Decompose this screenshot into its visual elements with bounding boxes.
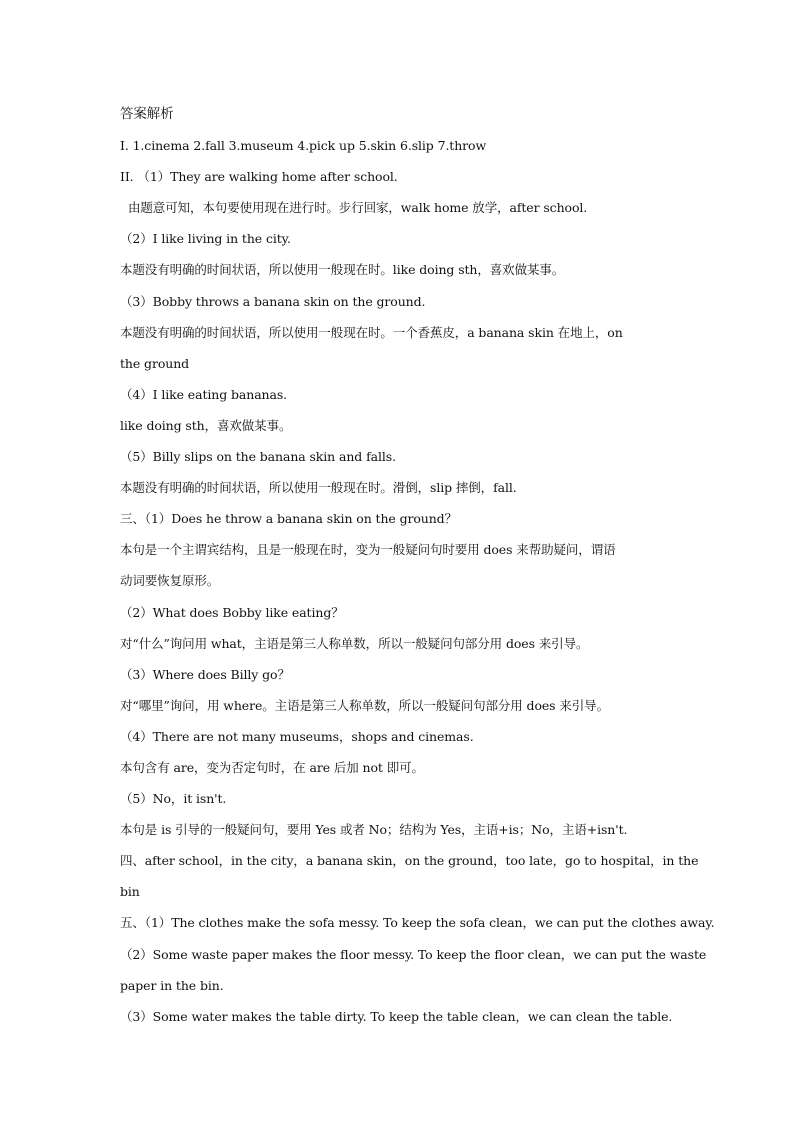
section-3-explanation-4: 本句含有 are，变为否定句时，在 are 后加 not 即可。 — [120, 759, 424, 775]
section-5-answer-3: （3）Some water makes the table dirty. To keep the table clean，we can clean the table. — [120, 1008, 673, 1024]
section-2-explanation-2: 本题没有明确的时间状语，所以使用一般现在时。like doing sth，喜欢做某事。 — [120, 262, 565, 278]
section-2-answer-2: （2）I like living in the city. — [120, 231, 291, 247]
section-3-answer-2: （2）What does Bobby like eating？ — [120, 604, 344, 620]
section-2-answer-4: （4）I like eating bananas. — [120, 386, 288, 402]
section-4-answers-continued: bin — [120, 884, 140, 900]
section-5-answer-2: （2）Some waste paper makes the floor messy. To keep the floor clean，we can put the waste — [120, 946, 707, 962]
section-2-explanation-5: 本题没有明确的时间状语，所以使用一般现在时。滑倒，slip 摔倒，fall. — [120, 480, 517, 496]
section-3-explanation-5: 本句是 is 引导的一般疑问句，要用 Yes 或者 No；结构为 Yes，主语+is；No，主语+isn't. — [120, 822, 628, 838]
section-2-explanation-3: 本题没有明确的时间状语，所以使用一般现在时。一个香蕉皮，a banana skin 在地上，on — [120, 324, 623, 340]
section-3-explanation-3: 对“哪里”询问，用 where。主语是第三人称单数，所以一般疑问句部分用 does 来引导。 — [120, 697, 609, 713]
section-2-answer-3: （3）Bobby throws a banana skin on the ground. — [120, 293, 426, 309]
section-2-explanation-1: 由题意可知，本句要使用现在进行时。步行回家，walk home 放学，after school. — [128, 200, 588, 216]
section-3-answer-4: （4）There are not many museums，shops and cinemas. — [120, 728, 474, 744]
section-5-answer-2-continued: paper in the bin. — [120, 977, 224, 993]
section-3-answer-1: 三、（1）Does he throw a banana skin on the ground？ — [120, 511, 457, 527]
section-4-answers: 四、after school，in the city，a banana skin，on the ground，too late，go to hospital，in the — [120, 853, 699, 869]
section-5-answer-1: 五、（1）The clothes make the sofa messy. To keep the sofa clean，we can put the clothes away. — [120, 915, 715, 931]
section-2-answer-5: （5）Billy slips on the banana skin and falls. — [120, 449, 396, 465]
section-3-answer-5: （5）No，it isn't. — [120, 791, 227, 807]
section-2-explanation-4: like doing sth，喜欢做某事。 — [120, 417, 292, 433]
section-2-explanation-3-continued: the ground — [120, 355, 190, 371]
section-3-explanation-1-continued: 动词要恢复原形。 — [120, 573, 220, 589]
document-title: 答案解析 — [120, 106, 174, 122]
section-3-explanation-2: 对“什么”询问用 what，主语是第三人称单数，所以一般疑问句部分用 does 来引导。 — [120, 635, 589, 651]
section-3-answer-3: （3）Where does Billy go？ — [120, 666, 290, 682]
answer-analysis-document — [120, 99, 715, 1032]
section-1-vocabulary-answers: I. 1.cinema 2.fall 3.museum 4.pick up 5.skin 6.slip 7.throw — [120, 138, 487, 154]
section-2-answer-1: II. （1）They are walking home after school. — [120, 169, 398, 185]
section-3-explanation-1: 本句是一个主谓宾结构，且是一般现在时，变为一般疑问句时要用 does 来帮助疑问，谓语 — [120, 542, 616, 558]
